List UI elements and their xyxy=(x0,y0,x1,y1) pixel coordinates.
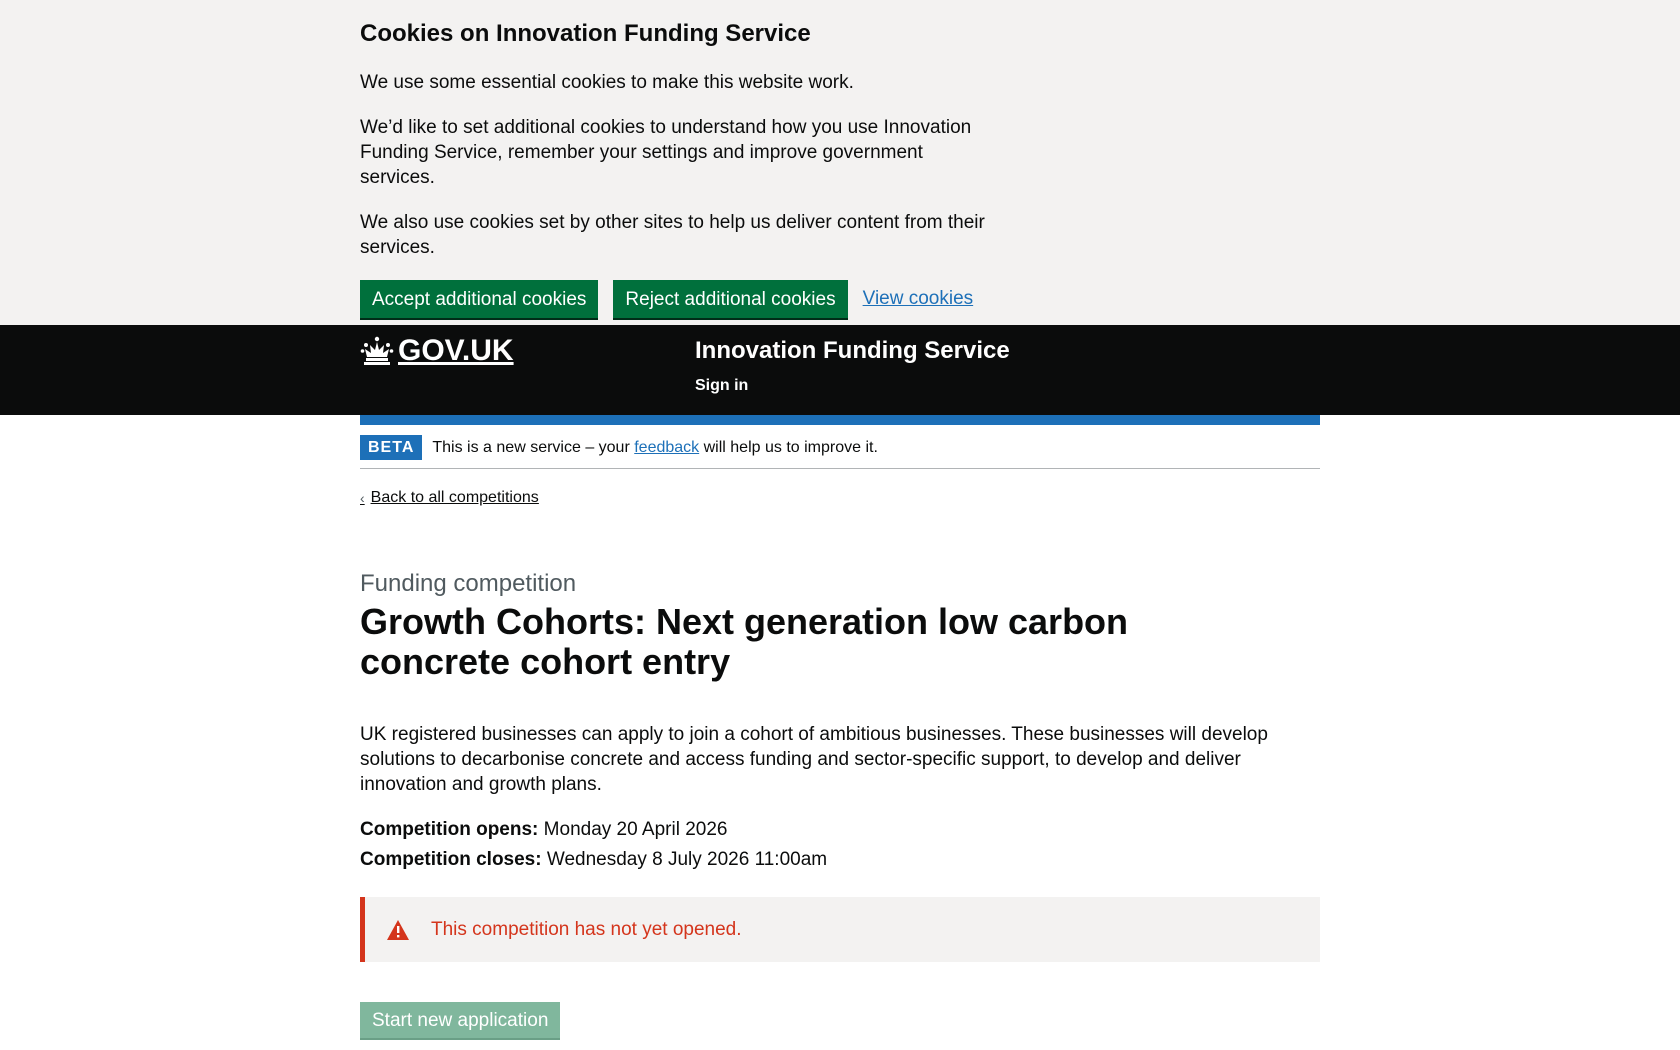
reject-cookies-button[interactable]: Reject additional cookies xyxy=(613,280,847,318)
competition-description: UK registered businesses can apply to join a cohort of ambitious businesses. These businesses will develop solutions to decarbonise concrete and access funding and sector-specific support, to develop and deliver innovation and growth plans. xyxy=(360,724,1268,795)
page-title: Growth Cohorts: Next generation low carbon concrete cohort entry xyxy=(360,601,1129,682)
view-cookies-link[interactable]: View cookies xyxy=(862,288,974,309)
accept-cookies-button[interactable]: Accept additional cookies xyxy=(360,280,598,318)
beta-text-after: will help us to improve it. xyxy=(699,438,878,456)
closes-label: Competition closes: xyxy=(360,849,542,870)
back-link[interactable] xyxy=(360,489,539,507)
page-caption: Funding competition xyxy=(360,570,577,597)
logo-text: GOV.UK xyxy=(398,334,514,367)
header-blue-bar xyxy=(360,415,1320,425)
govuk-logo-link[interactable] xyxy=(360,335,695,367)
start-new-application-button[interactable]: Start new application xyxy=(360,1002,560,1038)
warning-panel xyxy=(360,897,1320,962)
phase-banner xyxy=(360,425,1320,469)
competition-opens xyxy=(360,817,1320,842)
cookie-actions xyxy=(360,280,1320,318)
beta-tag: BETA xyxy=(360,435,422,460)
closes-value: Wednesday 8 July 2026 11:00am xyxy=(546,849,828,870)
cookie-heading: Cookies on Innovation Funding Service xyxy=(360,20,811,47)
service-name-link[interactable]: Innovation Funding Service xyxy=(695,337,1010,364)
opens-value: Monday 20 April 2026 xyxy=(543,819,728,840)
opens-label: Competition opens: xyxy=(360,819,539,840)
crown-icon xyxy=(360,336,394,366)
cookie-banner xyxy=(0,0,1680,325)
warning-icon xyxy=(387,920,409,940)
sign-in-link[interactable]: Sign in xyxy=(695,377,749,394)
competition-closes xyxy=(360,847,1320,872)
site-header xyxy=(0,325,1680,415)
cookie-text-third-party: We also use cookies set by other sites to help us deliver content from their services. xyxy=(360,212,985,258)
feedback-link[interactable]: feedback xyxy=(634,438,700,456)
cookie-text-additional: We’d like to set additional cookies to understand how you use Innovation Funding Service, remember your settings and improve government services. xyxy=(360,117,972,188)
service-block xyxy=(695,335,1010,395)
beta-text-before: This is a new service – your xyxy=(432,438,635,456)
chevron-left-icon: ‹ xyxy=(360,490,365,506)
cookie-text-essential: We use some essential cookies to make this website work. xyxy=(360,72,854,93)
back-link-text: Back to all competitions xyxy=(370,489,539,506)
warning-text: This competition has not yet opened. xyxy=(431,918,742,940)
